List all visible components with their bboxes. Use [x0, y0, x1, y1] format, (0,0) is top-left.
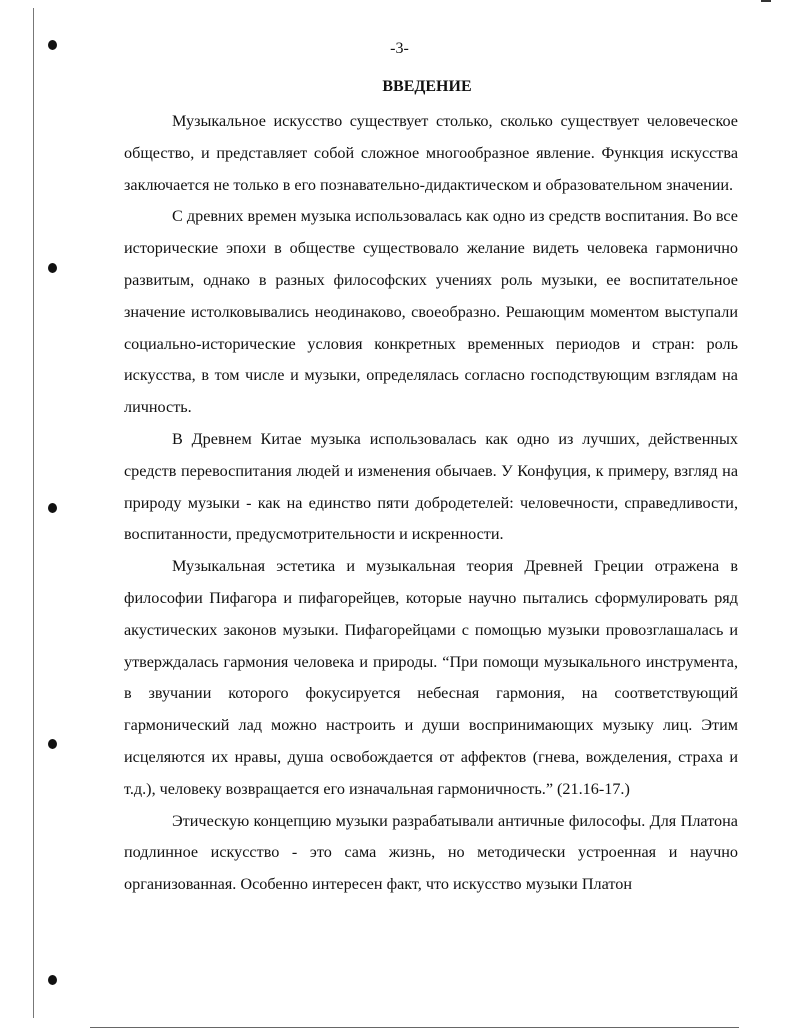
paragraph: Этическую концепцию музыки разрабатывали античные философы. Для Платона подлинное искусство - это сама жизнь, но методически устроенная и научно организованная. Особенно интересен факт, что искусство музыки Платон — [124, 811, 738, 894]
binder-hole-dot — [48, 503, 57, 513]
margin-line — [33, 8, 34, 1018]
paragraph: Музыкальное искусство существует столько, сколько существует человеческое общество, и представляет собой сложное многообразное явление. Функция искусства заключается не только в его познавательно-дидактическом и образовательном значении. — [124, 112, 738, 194]
paragraph: В Древнем Китае музыка использовалась как одно из лучших, действенных средств перевоспитания людей и изменения обычаев. У Конфуция, к примеру, взгляд на природу музыки - как на единство пяти добродетелей: человечности, справедливости, воспитанности, предусмотрительности и искренности. — [124, 429, 738, 544]
bottom-edge-line — [90, 1027, 739, 1028]
page-number: -3- — [390, 40, 409, 57]
paragraph: Музыкальная эстетика и музыкальная теория Древней Греции отражена в философии Пифагора и пифагорейцев, которые научно пытались сформулировать ряд акустических законов музыки. Пифагорейцами с помощью музыки провозглашалась и утверждалась гармония человека и природы. “При помощи музыкального инструмента, в звучании которого фокусируется небесная гармония, на соответствующий гармонический лад можно настроить и души воспринимающих музыку лиц. Этим исцеляются их нравы, душа освобождается от аффектов (гнева, вожделения, страха и т.д.), человеку возвращается его изначальная гармоничность.” (21.16-17.) — [124, 557, 738, 798]
binder-hole-dot — [48, 739, 57, 749]
body-text — [124, 106, 738, 901]
page-heading: ВВЕДЕНИЕ — [382, 78, 472, 95]
corner-mark — [761, 0, 771, 2]
binder-hole-dot — [48, 975, 57, 985]
paragraph: С древних времен музыка использовалась как одно из средств воспитания. Во все исторические эпохи в обществе существовало желание видеть человека гармонично развитым, однако в разных философских учениях роль музыки, ее воспитательное значение истолковывались неодинаково, своеобразно. Решающим моментом выступали социально-исторические условия конкретных временных периодов и стран: роль искусства, в том числе и музыки, определялась согласно господствующим взглядам на личность. — [124, 207, 738, 417]
binder-hole-dot — [48, 263, 57, 273]
